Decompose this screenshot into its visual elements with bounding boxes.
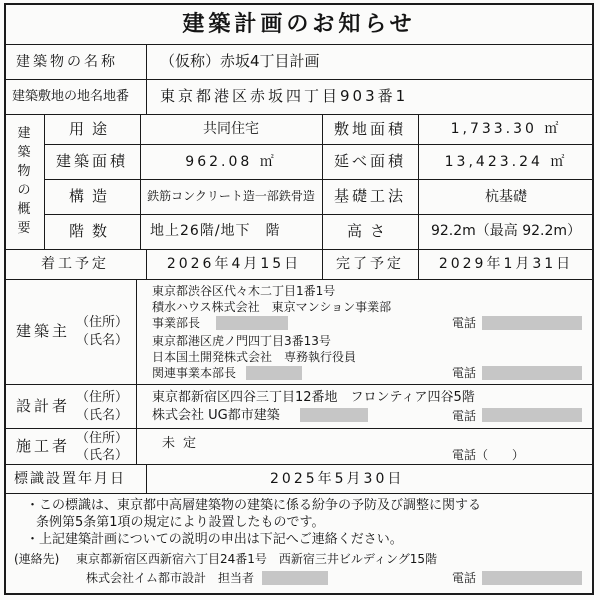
contractor-phone: 電話（ ） (452, 448, 525, 462)
start-value: 2026年4月15日 (166, 256, 302, 272)
contractor-name-sub: （氏名） (76, 448, 129, 463)
owner-line5: 日本国土開発株式会社 専務執行役員 (152, 350, 357, 364)
structure-label: 構造 (68, 187, 115, 205)
owner-line3: 事業部長 (152, 316, 201, 330)
divider (4, 279, 594, 280)
divider (4, 493, 594, 494)
overview-side-text: 建築物の概要 (17, 126, 31, 236)
divider (44, 179, 594, 180)
start-label: 着工予定 (41, 256, 109, 272)
owner-label: 建築主 (16, 322, 71, 340)
note-line2: 条例第5条第1項の規定により設置したものです。 (36, 515, 325, 530)
divider (4, 249, 594, 250)
designer-address-sub: （住所） (76, 390, 129, 405)
height-value: 92.2m（最高 92.2m） (430, 223, 582, 239)
contractor-value: 未定 (162, 436, 205, 451)
project-name-value: （仮称）赤坂4丁目計画 (160, 52, 320, 70)
redacted-name (300, 408, 368, 422)
owner-address-sub: （住所） (76, 315, 129, 330)
foundation-label: 基礎工法 (333, 187, 406, 205)
owner-line6: 関連事業本部長 (152, 366, 237, 380)
floors-value: 地上26階/地下 階 (150, 223, 281, 239)
divider (44, 214, 594, 215)
redacted-phone (482, 316, 582, 330)
redacted-phone (482, 408, 582, 422)
divider (136, 279, 137, 464)
designer-phone-label: 電話 (452, 409, 477, 423)
usage-value: 共同住宅 (203, 121, 259, 137)
owner-line1: 東京都渋谷区代々木二丁目1番1号 (152, 284, 336, 298)
redacted-name (216, 316, 288, 330)
owner-line2: 積水ハウス株式会社 東京マンション事業部 (152, 300, 392, 314)
divider (4, 114, 594, 115)
building-area-value: 962.08 ㎡ (185, 154, 277, 170)
building-area-label: 建築面積 (55, 152, 128, 170)
site-area-value: 1,733.30 ㎡ (450, 121, 562, 137)
site-area-label: 敷地面積 (333, 120, 406, 138)
usage-label: 用途 (68, 120, 115, 138)
designer-label: 設計者 (16, 397, 71, 415)
note-line1: ・この標識は、東京都中高層建築物の建築に係る紛争の予防及び調整に関する (26, 498, 482, 513)
owner-name-sub: （氏名） (76, 333, 129, 348)
overview-side-label (16, 124, 32, 238)
redacted-phone (482, 366, 582, 380)
site-address-value: 東京都港区赤坂四丁目903番1 (160, 87, 409, 105)
contractor-address-sub: （住所） (76, 431, 129, 446)
designer-line1: 東京都新宿区四谷三丁目12番地 フロンティア四谷5階 (152, 390, 475, 405)
owner-phone-label-2: 電話 (452, 366, 477, 380)
contact-phone-label: 電話 (452, 571, 477, 585)
completion-label: 完了予定 (336, 256, 404, 272)
sign-date-label: 標識設置年月日 (14, 471, 126, 487)
site-address-label: 建築敷地の地名地番 (12, 89, 130, 104)
divider (4, 44, 594, 45)
divider (4, 384, 594, 385)
divider (44, 144, 594, 145)
divider (146, 44, 147, 114)
foundation-value: 杭基礎 (485, 189, 527, 205)
divider (4, 79, 594, 80)
redacted-phone (482, 571, 582, 585)
redacted-name (262, 571, 328, 585)
designer-line2: 株式会社 UG都市建築 (152, 408, 280, 423)
divider (4, 464, 594, 465)
note-line3: ・上記建築計画についての説明の申出は下記へご連絡ください。 (26, 532, 403, 547)
divider (146, 464, 147, 493)
contact-label: (連絡先) (14, 552, 60, 566)
floors-label: 階数 (68, 222, 115, 240)
designer-name-sub: （氏名） (76, 408, 129, 423)
board-title: 建築計画のお知らせ (182, 12, 416, 37)
contact-address: 東京都新宿区西新宿六丁目24番1号 西新宿三井ビルディング15階 (76, 552, 437, 566)
contact-company: 株式会社イム都市設計 担当者 (86, 571, 255, 585)
floor-area-value: 13,423.24 ㎡ (444, 154, 568, 170)
redacted-name (246, 366, 302, 380)
completion-value: 2029年1月31日 (438, 256, 574, 272)
owner-line4: 東京都港区虎ノ門四丁目3番13号 (152, 334, 331, 348)
divider (4, 428, 594, 429)
owner-phone-label: 電話 (452, 316, 477, 330)
structure-value: 鉄筋コンクリート造一部鉄骨造 (147, 189, 315, 203)
floor-area-label: 延べ面積 (333, 152, 406, 170)
project-name-label: 建築物の名称 (16, 54, 118, 70)
contractor-label: 施工者 (16, 437, 71, 455)
sign-date-value: 2025年5月30日 (270, 471, 405, 487)
height-label: 高さ (346, 222, 393, 240)
